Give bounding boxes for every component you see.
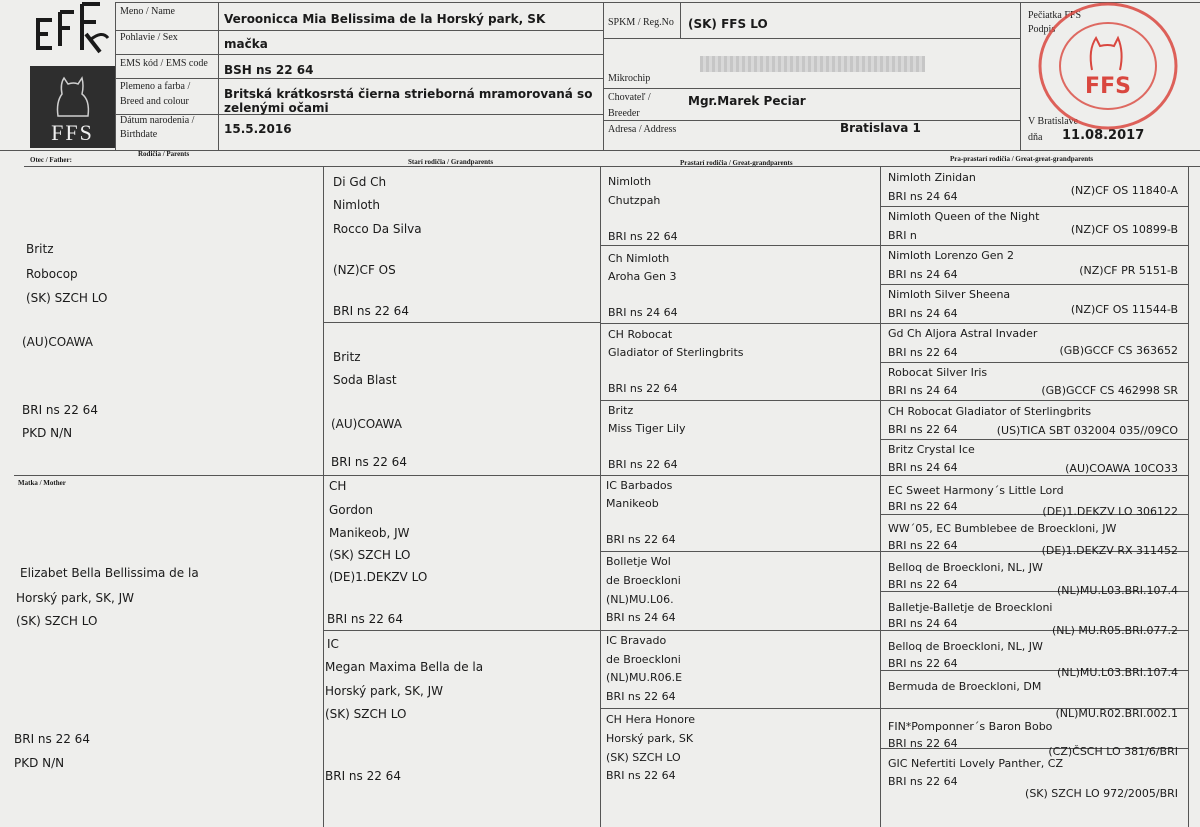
ems-label: EMS kód / EMS code: [120, 58, 208, 69]
ggp-line: de Broeckloni: [606, 574, 681, 587]
ggp-line: BRI ns 24 64: [608, 306, 678, 319]
gp-line: Manikeob, JW: [329, 526, 410, 540]
ggg-reg: (NL) MU.R05.BRI.077.2: [1051, 624, 1178, 637]
name-value: Veroonicca Mia Belissima de la Horský park, SK: [224, 12, 546, 26]
header-section: [0, 0, 1200, 152]
ffs-logo: [30, 0, 115, 66]
ggg-name: Bermuda de Broeckloni, DM: [888, 680, 1042, 693]
logo-text: FFS: [51, 120, 94, 145]
pedigree-section: [0, 150, 1200, 827]
reg-label: SPKM / Reg.No: [608, 17, 674, 28]
father-line: PKD N/N: [22, 426, 73, 440]
ggg-name: Belloq de Broeckloni, NL, JW: [888, 640, 1043, 653]
ggp-line: CH Robocat: [608, 328, 673, 341]
gp-line: (SK) SZCH LO: [325, 707, 407, 721]
ggg-reg: (NL)MU.L03.BRI.107.4: [1056, 584, 1178, 597]
birth-value: 15.5.2016: [224, 122, 292, 136]
gp-line: BRI ns 22 64: [325, 769, 401, 783]
ggg-name: Britz Crystal Ice: [888, 443, 975, 456]
ggg-name: Balletje-Balletje de Broeckloni: [888, 601, 1053, 614]
ggg-ems: BRI ns 22 64: [888, 775, 958, 788]
cat-silhouette-icon: [48, 72, 98, 120]
ggg-ems: BRI ns 22 64: [888, 657, 958, 670]
col-great-grandparents: Prastarí rodičia / Great-grandparents: [680, 159, 793, 167]
ggg-reg: (NL)MU.L03.BRI.107.4: [1056, 666, 1178, 679]
ggg-reg: (GB)GCCF CS 363652: [1059, 344, 1178, 357]
ggp-line: Horský park, SK: [606, 732, 694, 745]
ggg-reg: (US)TICA SBT 032004 035//09CO: [996, 424, 1178, 437]
sex-label: Pohlavie / Sex: [120, 32, 178, 43]
ggp-line: (NL)MU.R06.E: [606, 671, 683, 684]
stamp-text: FFS: [1085, 74, 1131, 99]
mother-label: Matka / Mother: [18, 479, 66, 487]
sex-value: mačka: [224, 37, 268, 51]
mother-line: PKD N/N: [14, 756, 65, 770]
ggp-line: Bolletje Wol: [606, 555, 671, 568]
place-label: V Bratislave: [1028, 116, 1079, 127]
ggg-name: Nimloth Silver Sheena: [888, 288, 1011, 301]
ggg-ems: BRI ns 24 64: [888, 268, 958, 281]
date-value: 11.08.2017: [1062, 128, 1145, 143]
gp-line: Rocco Da Silva: [333, 222, 422, 236]
address-label: Adresa / Address: [608, 124, 677, 135]
stamp-label-2: Podpis: [1028, 24, 1056, 35]
father-line: BRI ns 22 64: [22, 403, 98, 417]
ggg-ems: BRI ns 22 64: [888, 500, 958, 513]
ggg-reg: (NZ)CF OS 11544-B: [1070, 303, 1178, 316]
ggp-line: BRI ns 22 64: [608, 458, 678, 471]
gp-line: BRI ns 22 64: [327, 612, 403, 626]
ggp-line: BRI ns 22 64: [606, 690, 676, 703]
ffs-logo-block: [30, 66, 115, 148]
ggp-line: IC Barbados: [606, 479, 673, 492]
ggg-reg: (GB)GCCF CS 462998 SR: [1041, 384, 1178, 397]
ggp-line: CH Hera Honore: [606, 713, 695, 726]
breed-value-1: Britská krátkosrstá čierna strieborná mramorovaná so: [224, 87, 593, 101]
ggg-reg: (NL)MU.R02.BRI.002.1: [1055, 707, 1178, 720]
ggg-name: Nimloth Lorenzo Gen 2: [888, 249, 1015, 262]
ggp-line: (SK) SZCH LO: [606, 751, 681, 764]
gp-line: Di Gd Ch: [333, 175, 387, 189]
ggg-name: FIN*Pomponner´s Baron Bobo: [888, 720, 1053, 733]
ggg-reg: (DE)1.DEKZV RX 311452: [1041, 544, 1178, 557]
ggp-line: Gladiator of Sterlingbrits: [608, 346, 744, 359]
ggg-reg: (NZ)CF OS 11840-A: [1070, 184, 1178, 197]
ggp-line: IC Bravado: [606, 634, 667, 647]
col-grandparents: Starí rodičia / Grandparents: [408, 158, 494, 166]
mother-line: Elizabet Bella Bellissima de la: [20, 566, 199, 580]
ggg-ems: BRI ns 22 64: [888, 737, 958, 750]
father-line: Britz: [26, 242, 54, 256]
ggp-line: Britz: [608, 404, 634, 417]
ggg-name: CH Robocat Gladiator of Sterlingbrits: [888, 405, 1092, 418]
ffs-stamp: [1030, 0, 1180, 130]
ggp-line: de Broeckloni: [606, 653, 681, 666]
address-value: Bratislava 1: [840, 121, 921, 135]
mother-line: BRI ns 22 64: [14, 732, 90, 746]
gp-line: (DE)1.DEKZV LO: [329, 570, 428, 584]
mother-line: (SK) SZCH LO: [16, 614, 98, 628]
gp-line: Nimloth: [333, 198, 380, 212]
father-label: Otec / Father:: [30, 156, 72, 164]
breeder-label-2: Breeder: [608, 108, 640, 119]
chip-redacted: [700, 56, 925, 72]
breed-label-1: Plemeno a farba /: [120, 81, 191, 92]
ggp-line: BRI ns 22 64: [608, 230, 678, 243]
gp-line: (NZ)CF OS: [333, 263, 396, 277]
ggp-line: (NL)MU.L06.: [606, 593, 674, 606]
ggg-name: EC Sweet Harmony´s Little Lord: [888, 484, 1064, 497]
ggp-line: Aroha Gen 3: [608, 270, 677, 283]
gp-line: Megan Maxima Bella de la: [325, 660, 484, 674]
ggg-reg: (NZ)CF PR 5151-B: [1079, 264, 1178, 277]
mother-line: Horský park, SK, JW: [16, 591, 134, 605]
ggg-reg: (SK) SZCH LO 972/2005/BRI: [1025, 787, 1178, 800]
date-label: dňa: [1028, 132, 1043, 143]
gp-line: CH: [329, 479, 347, 493]
breeder-label-1: Chovateľ /: [608, 92, 651, 103]
father-line: (AU)COAWA: [22, 335, 93, 349]
col-parents: Rodičia / Parents: [138, 150, 190, 158]
ggg-name: Robocat Silver Iris: [888, 366, 988, 379]
ggg-ems: BRI n: [888, 229, 917, 242]
breeder-value: Mgr.Marek Peciar: [688, 94, 806, 108]
stamp-circle-icon: [1030, 0, 1180, 130]
ggg-name: Nimloth Zinidan: [888, 171, 976, 184]
ggg-ems: BRI ns 24 64: [888, 384, 958, 397]
ggg-name: Gd Ch Aljora Astral Invader: [888, 327, 1038, 340]
ggp-line: BRI ns 22 64: [608, 382, 678, 395]
ggp-line: Ch Nimloth: [608, 252, 670, 265]
gp-line: Gordon: [329, 503, 373, 517]
ggp-line: BRI ns 22 64: [606, 769, 676, 782]
gp-line: (AU)COAWA: [331, 417, 402, 431]
father-line: Robocop: [26, 267, 78, 281]
birth-label-1: Dátum narodenia /: [120, 115, 195, 126]
reg-value: (SK) FFS LO: [688, 17, 768, 31]
gp-line: Horský park, SK, JW: [325, 684, 443, 698]
ggp-line: Manikeob: [606, 497, 659, 510]
name-label: Meno / Name: [120, 6, 175, 17]
ggg-ems: BRI ns 22 64: [888, 578, 958, 591]
ggp-line: BRI ns 22 64: [606, 533, 676, 546]
ffs-logo-mark-icon: [30, 0, 115, 66]
breed-label-2: Breed and colour: [120, 96, 189, 107]
ggg-reg: (NZ)CF OS 10899-B: [1070, 223, 1178, 236]
ggg-name: GIC Nefertiti Lovely Panther, CZ: [888, 757, 1063, 770]
ggg-ems: BRI ns 22 64: [888, 423, 958, 436]
ggg-name: Nimloth Queen of the Night: [888, 210, 1040, 223]
ems-value: BSH ns 22 64: [224, 63, 314, 77]
breed-value-2: zelenými očami: [224, 101, 329, 115]
ggg-ems: BRI ns 24 64: [888, 190, 958, 203]
ggp-line: Miss Tiger Lily: [608, 422, 686, 435]
ggg-ems: BRI ns 24 64: [888, 461, 958, 474]
stamp-label-1: Pečiatka FFS: [1028, 10, 1082, 21]
ggg-reg: (DE)1.DEKZV LO 306122: [1042, 505, 1178, 518]
col-great-great-grandparents: Pra-prastarí rodičia / Great-great-grandparents: [950, 155, 1094, 163]
chip-label: Mikrochip: [608, 73, 651, 84]
gp-line: Britz: [333, 350, 361, 364]
gp-line: Soda Blast: [333, 373, 397, 387]
ggg-ems: BRI ns 24 64: [888, 617, 958, 630]
ggg-ems: BRI ns 24 64: [888, 307, 958, 320]
ggg-name: WW´05, EC Bumblebee de Broeckloni, JW: [888, 522, 1117, 535]
ggg-reg: (AU)COAWA 10CO33: [1065, 462, 1178, 475]
ggg-reg: (CZ)ČSCH LO 381/6/BRI: [1048, 745, 1178, 758]
gp-line: BRI ns 22 64: [331, 455, 407, 469]
ggg-ems: BRI ns 22 64: [888, 539, 958, 552]
gp-line: (SK) SZCH LO: [329, 548, 411, 562]
ggp-line: Nimloth: [608, 175, 652, 188]
gp-line: IC: [327, 637, 339, 651]
ggp-line: BRI ns 24 64: [606, 611, 676, 624]
ggg-name: Belloq de Broeckloni, NL, JW: [888, 561, 1043, 574]
ggg-ems: BRI ns 22 64: [888, 346, 958, 359]
father-line: (SK) SZCH LO: [26, 291, 108, 305]
gp-line: BRI ns 22 64: [333, 304, 409, 318]
ggp-line: Chutzpah: [608, 194, 661, 207]
birth-label-2: Birthdate: [120, 129, 158, 140]
